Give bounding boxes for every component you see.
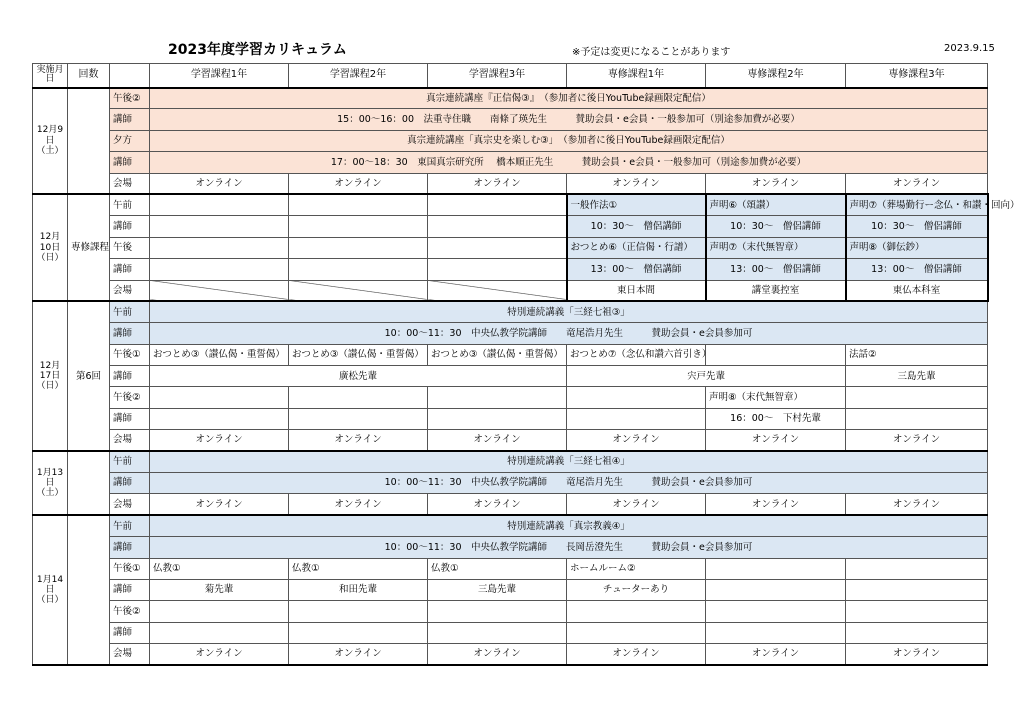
venue-cell: オンライン	[706, 173, 846, 194]
page-title: 2023年度学習カリキュラム	[168, 42, 347, 58]
course-cell: 声明⑧（御伝鈔）	[846, 237, 988, 258]
table-row	[33, 558, 988, 579]
slot-label: 午前	[110, 515, 150, 536]
lecturer-cell: 和田先輩	[289, 579, 428, 600]
empty-cell	[567, 601, 706, 622]
venue-cell: オンライン	[150, 644, 289, 665]
kaisu-cell: 第6回	[68, 301, 110, 451]
lecturer-cell: チューターあり	[567, 579, 706, 600]
slot-label: 午後①	[110, 344, 150, 365]
no-class-cell	[150, 280, 289, 301]
venue-cell: オンライン	[289, 644, 428, 665]
slot-label: 講師	[110, 473, 150, 494]
course-cell	[706, 558, 846, 579]
course-cell	[706, 344, 846, 365]
slot-label: 講師	[110, 259, 150, 280]
course-cell: おつとめ⑦（念仏和讃六首引き）	[567, 344, 706, 365]
course-cell: 声明⑥（頌讃）	[706, 194, 846, 215]
lecturer-cell: 16：00～ 下村先輩	[706, 408, 846, 429]
course-cell: 声明⑧（末代無智章）	[706, 387, 846, 408]
empty-cell	[567, 408, 706, 429]
venue-cell: オンライン	[428, 494, 567, 515]
slot-label: 午後②	[110, 387, 150, 408]
table-row	[33, 259, 988, 280]
kaisu-cell	[68, 515, 110, 665]
venue-cell: 講堂裏控室	[706, 280, 846, 301]
header-course-1: 学習課程1年	[150, 64, 289, 88]
slot-label: 午後	[110, 237, 150, 258]
empty-cell	[150, 259, 289, 280]
lecturer-cell: 菊先輩	[150, 579, 289, 600]
venue-cell: オンライン	[289, 430, 428, 451]
slot-label: 会場	[110, 644, 150, 665]
lecturer-cell: 三島先輩	[846, 366, 988, 387]
course-cell: 仏教①	[428, 558, 567, 579]
table-row	[33, 366, 988, 387]
kaisu-cell	[68, 451, 110, 515]
lecture-detail: 15：00～16：00 法重寺住職 南條了瑛先生 賛助会員・e会員・一般参加可（別途参加費が必要）	[150, 109, 988, 130]
empty-cell	[150, 622, 289, 643]
table-row	[33, 109, 988, 130]
slot-label: 講師	[110, 579, 150, 600]
empty-cell	[150, 194, 289, 215]
empty-cell	[846, 387, 988, 408]
table-row	[33, 515, 988, 536]
slot-label: 午前	[110, 451, 150, 472]
header-course-3: 学習課程3年	[428, 64, 567, 88]
empty-cell	[289, 601, 428, 622]
table-row	[33, 579, 988, 600]
table-row	[33, 323, 988, 344]
lecture-title: 特別連続講義「三経七祖③」	[150, 301, 988, 322]
course-cell: おつとめ③（讃仏偈・重誓偈）	[428, 344, 567, 365]
venue-cell: オンライン	[846, 644, 988, 665]
table-row	[33, 344, 988, 365]
slot-label: 午前	[110, 194, 150, 215]
table-row	[33, 130, 988, 151]
table-row	[33, 473, 988, 494]
venue-cell: オンライン	[428, 173, 567, 194]
empty-cell	[289, 387, 428, 408]
venue-cell: オンライン	[150, 430, 289, 451]
course-cell: おつとめ③（讃仏偈・重誓偈）	[150, 344, 289, 365]
table-row	[33, 88, 988, 109]
venue-cell: オンライン	[428, 644, 567, 665]
lecture-detail: 10：00～11：30 中央仏教学院講師 竜尾浩月先生 賛助会員・e会員参加可	[150, 473, 988, 494]
slot-label: 夕方	[110, 130, 150, 151]
course-cell: 法話②	[846, 344, 988, 365]
lecturer-cell: 13：00～ 僧侶講師	[567, 259, 706, 280]
slot-label: 午後②	[110, 88, 150, 109]
venue-cell: オンライン	[567, 430, 706, 451]
header-course-5: 専修課程2年	[706, 64, 846, 88]
slot-label: 講師	[110, 109, 150, 130]
course-cell: 声明⑦（葬場勤行ー念仏・和讃・回向）	[846, 194, 988, 215]
empty-cell	[150, 216, 289, 237]
venue-cell: オンライン	[846, 173, 988, 194]
header-course-2: 学習課程2年	[289, 64, 428, 88]
header-date: 実施月日	[33, 64, 68, 88]
table-row	[33, 237, 988, 258]
header-blank	[110, 64, 150, 88]
course-cell: おつとめ③（讃仏偈・重誓偈）	[289, 344, 428, 365]
venue-cell: オンライン	[706, 430, 846, 451]
kaisu-cell	[68, 88, 110, 195]
venue-cell: オンライン	[150, 173, 289, 194]
slot-label: 会場	[110, 430, 150, 451]
table-row	[33, 216, 988, 237]
lecture-title: 真宗連続講座『正信偈③』 （参加者に後日YouTube録画限定配信）	[150, 88, 988, 109]
slot-label: 講師	[110, 537, 150, 558]
lecturer-cell: 10：30～ 僧侶講師	[567, 216, 706, 237]
venue-cell: オンライン	[706, 644, 846, 665]
empty-cell	[428, 408, 567, 429]
table-row	[33, 494, 988, 515]
schedule-change-note: ※予定は変更になることがあります	[572, 47, 731, 58]
table-row	[33, 408, 988, 429]
date-cell: 12月9日（土）	[33, 88, 68, 195]
table-row	[33, 601, 988, 622]
empty-cell	[150, 408, 289, 429]
venue-cell: オンライン	[150, 494, 289, 515]
table-row	[33, 194, 988, 215]
venue-cell: オンライン	[428, 430, 567, 451]
course-cell: 仏教①	[150, 558, 289, 579]
document-date: 2023.9.15	[944, 43, 995, 54]
empty-cell	[846, 601, 988, 622]
empty-cell	[428, 216, 567, 237]
table-row	[33, 451, 988, 472]
empty-cell	[150, 237, 289, 258]
venue-cell: オンライン	[706, 494, 846, 515]
header-row	[33, 64, 988, 88]
course-cell	[846, 558, 988, 579]
date-cell: 1月13日（土）	[33, 451, 68, 515]
lecturer-cell	[846, 579, 988, 600]
table-row	[33, 387, 988, 408]
empty-cell	[706, 622, 846, 643]
empty-cell	[428, 387, 567, 408]
venue-cell: オンライン	[567, 644, 706, 665]
empty-cell	[289, 408, 428, 429]
empty-cell	[846, 622, 988, 643]
slot-label: 講師	[110, 622, 150, 643]
slot-label: 会場	[110, 494, 150, 515]
table-row	[33, 152, 988, 173]
empty-cell	[289, 237, 428, 258]
lecturer-cell: 廣松先輩	[150, 366, 567, 387]
header-course-4: 専修課程1年	[567, 64, 706, 88]
empty-cell	[289, 216, 428, 237]
course-cell: 一般作法①	[567, 194, 706, 215]
course-cell: 仏教①	[289, 558, 428, 579]
table-row	[33, 537, 988, 558]
table-row	[33, 280, 988, 301]
empty-cell	[846, 408, 988, 429]
table-row	[33, 644, 988, 665]
lecture-detail: 10：00～11：30 中央仏教学院講師 竜尾浩月先生 賛助会員・e会員参加可	[150, 323, 988, 344]
empty-cell	[428, 194, 567, 215]
no-class-cell	[428, 280, 567, 301]
lecturer-cell: 三島先輩	[428, 579, 567, 600]
kaisu-cell: 専修課程	[68, 194, 110, 301]
empty-cell	[289, 622, 428, 643]
lecture-title: 真宗連続講座「真宗史を楽しむ③」 （参加者に後日YouTube録画限定配信）	[150, 130, 988, 151]
venue-cell: オンライン	[289, 494, 428, 515]
empty-cell	[150, 601, 289, 622]
slot-label: 午前	[110, 301, 150, 322]
empty-cell	[428, 601, 567, 622]
slot-label: 講師	[110, 366, 150, 387]
slot-label: 会場	[110, 280, 150, 301]
venue-cell: 東仏本科室	[846, 280, 988, 301]
venue-cell: オンライン	[289, 173, 428, 194]
slot-label: 講師	[110, 408, 150, 429]
header-course-6: 専修課程3年	[846, 64, 988, 88]
empty-cell	[567, 622, 706, 643]
table-row	[33, 173, 988, 194]
curriculum-table	[32, 63, 1020, 666]
empty-cell	[428, 622, 567, 643]
slot-label: 講師	[110, 152, 150, 173]
empty-cell	[428, 237, 567, 258]
slot-label: 会場	[110, 173, 150, 194]
table-row	[33, 430, 988, 451]
table-row	[33, 622, 988, 643]
lecture-detail: 10：00～11：30 中央仏教学院講師 長岡岳澄先生 賛助会員・e会員参加可	[150, 537, 988, 558]
lecturer-cell: 宍戸先輩	[567, 366, 846, 387]
venue-cell: オンライン	[846, 430, 988, 451]
course-cell: おつとめ⑥（正信偈・行譜）	[567, 237, 706, 258]
date-cell: 12月17日（日）	[33, 301, 68, 451]
date-cell: 1月14日（日）	[33, 515, 68, 665]
lecturer-cell	[706, 579, 846, 600]
venue-cell: オンライン	[567, 173, 706, 194]
venue-cell: オンライン	[567, 494, 706, 515]
lecturer-cell: 10：30～ 僧侶講師	[706, 216, 846, 237]
slot-label: 午後①	[110, 558, 150, 579]
slot-label: 講師	[110, 216, 150, 237]
empty-cell	[428, 259, 567, 280]
slot-label: 講師	[110, 323, 150, 344]
date-cell: 12月10日（日）	[33, 194, 68, 301]
lecture-title: 特別連続講義「真宗教義④」	[150, 515, 988, 536]
table-row	[33, 301, 988, 322]
course-cell: 声明⑦（末代無智章）	[706, 237, 846, 258]
empty-cell	[289, 194, 428, 215]
empty-cell	[289, 259, 428, 280]
slot-label: 午後②	[110, 601, 150, 622]
lecturer-cell: 13：00～ 僧侶講師	[846, 259, 988, 280]
empty-cell	[150, 387, 289, 408]
no-class-cell	[289, 280, 428, 301]
lecturer-cell: 10：30～ 僧侶講師	[846, 216, 988, 237]
empty-cell	[706, 601, 846, 622]
lecture-detail: 17：00～18：30 東国真宗研究所 橋本順正先生 賛助会員・e会員・一般参加可（別途参加費が必要）	[150, 152, 988, 173]
header-kaisu: 回数	[68, 64, 110, 88]
venue-cell: 東日本間	[567, 280, 706, 301]
venue-cell: オンライン	[846, 494, 988, 515]
empty-cell	[567, 387, 706, 408]
course-cell: ホームルーム②	[567, 558, 706, 579]
lecture-title: 特別連続講義「三経七祖④」	[150, 451, 988, 472]
lecturer-cell: 13：00～ 僧侶講師	[706, 259, 846, 280]
